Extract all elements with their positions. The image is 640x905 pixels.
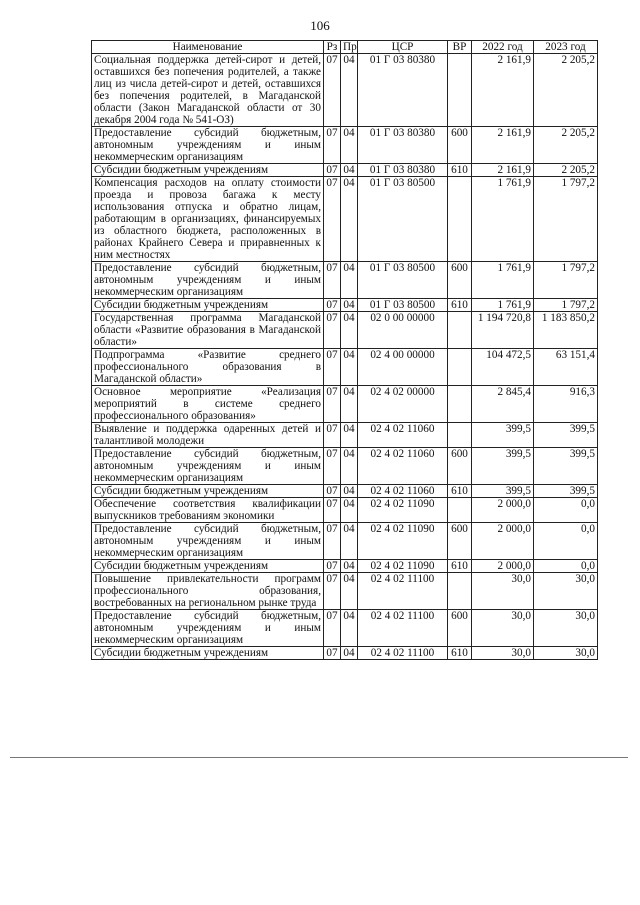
- cell-vr: [448, 498, 472, 523]
- table-row: [92, 485, 598, 498]
- cell-rz: 07: [324, 164, 341, 177]
- cell-2022: 1 761,9: [472, 262, 534, 299]
- cell-rz: 07: [324, 448, 341, 485]
- cell-name: Предоставление субсидий бюджетным, автономным учреждениям и иным некоммерческим организациям: [92, 523, 324, 560]
- cell-2023: 63 151,4: [534, 349, 598, 386]
- cell-rz: 07: [324, 647, 341, 660]
- cell-2022: 2 161,9: [472, 164, 534, 177]
- cell-name: Компенсация расходов на оплату стоимости проезда и провоза багажа к месту использования отпуска и обратно лицам, работающим в организациях, финансируемых из областного бюджета, расположенных в районах Крайнего Севера и приравненных к ним местностях: [92, 177, 324, 262]
- cell-2023: 1 797,2: [534, 177, 598, 262]
- cell-csr: 02 4 02 00000: [358, 386, 448, 423]
- cell-2023: 399,5: [534, 448, 598, 485]
- cell-2023: 30,0: [534, 610, 598, 647]
- table-row: [92, 127, 598, 164]
- cell-csr: 01 Г 03 80500: [358, 262, 448, 299]
- cell-name: Предоставление субсидий бюджетным, автономным учреждениям и иным некоммерческим организациям: [92, 448, 324, 485]
- cell-pr: 04: [341, 177, 358, 262]
- cell-vr: [448, 423, 472, 448]
- cell-csr: 01 Г 03 80380: [358, 164, 448, 177]
- cell-rz: 07: [324, 127, 341, 164]
- table-row: [92, 177, 598, 262]
- cell-2022: 2 000,0: [472, 523, 534, 560]
- cell-2022: 399,5: [472, 423, 534, 448]
- cell-rz: 07: [324, 573, 341, 610]
- table-row: [92, 349, 598, 386]
- table-header-row: [92, 41, 598, 54]
- cell-pr: 04: [341, 349, 358, 386]
- cell-csr: 02 4 00 00000: [358, 349, 448, 386]
- cell-2022: 2 161,9: [472, 127, 534, 164]
- cell-vr: 600: [448, 127, 472, 164]
- header-2023: 2023 год: [534, 41, 598, 54]
- cell-name: Обеспечение соответствия квалификации выпускников требованиям экономики: [92, 498, 324, 523]
- cell-rz: 07: [324, 312, 341, 349]
- header-name: Наименование: [92, 41, 324, 54]
- cell-pr: 04: [341, 262, 358, 299]
- cell-vr: 600: [448, 523, 472, 560]
- cell-vr: 600: [448, 262, 472, 299]
- cell-2023: 399,5: [534, 423, 598, 448]
- table-row: [92, 299, 598, 312]
- cell-vr: 610: [448, 485, 472, 498]
- cell-2023: 1 797,2: [534, 262, 598, 299]
- table-row: [92, 523, 598, 560]
- cell-vr: 600: [448, 610, 472, 647]
- cell-csr: 02 0 00 00000: [358, 312, 448, 349]
- cell-rz: 07: [324, 262, 341, 299]
- cell-2023: 2 205,2: [534, 127, 598, 164]
- table-row: [92, 164, 598, 177]
- header-vr: ВР: [448, 41, 472, 54]
- cell-csr: 02 4 02 11090: [358, 523, 448, 560]
- cell-vr: [448, 386, 472, 423]
- cell-csr: 02 4 02 11090: [358, 560, 448, 573]
- cell-2023: 1 183 850,2: [534, 312, 598, 349]
- cell-rz: 07: [324, 498, 341, 523]
- table-row: [92, 54, 598, 127]
- cell-name: Основное мероприятие «Реализация мероприятий в системе среднего профессионального образования»: [92, 386, 324, 423]
- page-bottom-rule: [10, 757, 628, 758]
- cell-2022: 2 000,0: [472, 560, 534, 573]
- cell-csr: 02 4 02 11090: [358, 498, 448, 523]
- table-row: [92, 448, 598, 485]
- cell-rz: 07: [324, 386, 341, 423]
- cell-2022: 2 161,9: [472, 54, 534, 127]
- cell-pr: 04: [341, 312, 358, 349]
- cell-2023: 30,0: [534, 573, 598, 610]
- cell-name: Предоставление субсидий бюджетным, автономным учреждениям и иным некоммерческим организациям: [92, 262, 324, 299]
- cell-2023: 1 797,2: [534, 299, 598, 312]
- cell-csr: 01 Г 03 80500: [358, 177, 448, 262]
- cell-2022: 104 472,5: [472, 349, 534, 386]
- table-row: [92, 423, 598, 448]
- cell-rz: 07: [324, 560, 341, 573]
- cell-vr: [448, 177, 472, 262]
- cell-csr: 01 Г 03 80500: [358, 299, 448, 312]
- cell-pr: 04: [341, 610, 358, 647]
- table-row: [92, 560, 598, 573]
- cell-pr: 04: [341, 560, 358, 573]
- cell-pr: 04: [341, 423, 358, 448]
- cell-name: Социальная поддержка детей-сирот и детей, оставшихся без попечения родителей, а также лиц из числа детей-сирот и детей, оставшихся без попечения родителей, в Магаданской области (Закон Магаданской области от 30 декабря 2004 года № 541-ОЗ): [92, 54, 324, 127]
- cell-vr: [448, 312, 472, 349]
- header-2022: 2022 год: [472, 41, 534, 54]
- cell-name: Субсидии бюджетным учреждениям: [92, 299, 324, 312]
- cell-2023: 2 205,2: [534, 54, 598, 127]
- cell-pr: 04: [341, 386, 358, 423]
- cell-pr: 04: [341, 647, 358, 660]
- cell-vr: 610: [448, 647, 472, 660]
- cell-vr: [448, 573, 472, 610]
- cell-name: Повышение привлекательности программ профессионального образования, востребованных на региональном рынке труда: [92, 573, 324, 610]
- cell-name: Государственная программа Магаданской области «Развитие образования в Магаданской области»: [92, 312, 324, 349]
- cell-vr: [448, 349, 472, 386]
- cell-name: Субсидии бюджетным учреждениям: [92, 164, 324, 177]
- cell-pr: 04: [341, 573, 358, 610]
- cell-2022: 30,0: [472, 573, 534, 610]
- cell-csr: 02 4 02 11100: [358, 610, 448, 647]
- cell-csr: 02 4 02 11060: [358, 485, 448, 498]
- cell-vr: 610: [448, 164, 472, 177]
- cell-2023: 0,0: [534, 523, 598, 560]
- cell-2023: 0,0: [534, 498, 598, 523]
- cell-2023: 0,0: [534, 560, 598, 573]
- cell-csr: 02 4 02 11060: [358, 448, 448, 485]
- budget-table: [91, 40, 598, 660]
- cell-name: Подпрограмма «Развитие среднего профессионального образования в Магаданской области»: [92, 349, 324, 386]
- table-row: [92, 262, 598, 299]
- cell-pr: 04: [341, 54, 358, 127]
- header-pr: Пр: [341, 41, 358, 54]
- cell-csr: 02 4 02 11100: [358, 573, 448, 610]
- cell-rz: 07: [324, 523, 341, 560]
- cell-name: Субсидии бюджетным учреждениям: [92, 560, 324, 573]
- table-row: [92, 610, 598, 647]
- cell-rz: 07: [324, 177, 341, 262]
- cell-pr: 04: [341, 299, 358, 312]
- cell-rz: 07: [324, 485, 341, 498]
- cell-vr: 610: [448, 299, 472, 312]
- cell-csr: 01 Г 03 80380: [358, 127, 448, 164]
- table-body: [92, 54, 598, 660]
- header-rz: Рз: [324, 41, 341, 54]
- cell-vr: 610: [448, 560, 472, 573]
- cell-2023: 916,3: [534, 386, 598, 423]
- cell-rz: 07: [324, 299, 341, 312]
- cell-2022: 399,5: [472, 448, 534, 485]
- page-number: 106: [310, 18, 330, 33]
- cell-vr: 600: [448, 448, 472, 485]
- cell-2022: 2 845,4: [472, 386, 534, 423]
- cell-pr: 04: [341, 127, 358, 164]
- table-row: [92, 312, 598, 349]
- cell-2022: 1 194 720,8: [472, 312, 534, 349]
- cell-2022: 399,5: [472, 485, 534, 498]
- cell-2022: 30,0: [472, 610, 534, 647]
- table-row: [92, 386, 598, 423]
- cell-name: Субсидии бюджетным учреждениям: [92, 485, 324, 498]
- cell-2022: 2 000,0: [472, 498, 534, 523]
- cell-pr: 04: [341, 448, 358, 485]
- cell-rz: 07: [324, 610, 341, 647]
- cell-vr: [448, 54, 472, 127]
- cell-csr: 02 4 02 11100: [358, 647, 448, 660]
- cell-pr: 04: [341, 523, 358, 560]
- cell-pr: 04: [341, 485, 358, 498]
- cell-name: Выявление и поддержка одаренных детей и талантливой молодежи: [92, 423, 324, 448]
- cell-csr: 02 4 02 11060: [358, 423, 448, 448]
- cell-2023: 30,0: [534, 647, 598, 660]
- table-row: [92, 498, 598, 523]
- cell-rz: 07: [324, 423, 341, 448]
- cell-name: Субсидии бюджетным учреждениям: [92, 647, 324, 660]
- cell-2023: 2 205,2: [534, 164, 598, 177]
- cell-pr: 04: [341, 498, 358, 523]
- cell-name: Предоставление субсидий бюджетным, автономным учреждениям и иным некоммерческим организациям: [92, 610, 324, 647]
- cell-2022: 30,0: [472, 647, 534, 660]
- cell-2022: 1 761,9: [472, 177, 534, 262]
- cell-name: Предоставление субсидий бюджетным, автономным учреждениям и иным некоммерческим организациям: [92, 127, 324, 164]
- cell-pr: 04: [341, 164, 358, 177]
- cell-rz: 07: [324, 349, 341, 386]
- cell-2022: 1 761,9: [472, 299, 534, 312]
- header-csr: ЦСР: [358, 41, 448, 54]
- table-row: [92, 573, 598, 610]
- cell-2023: 399,5: [534, 485, 598, 498]
- cell-rz: 07: [324, 54, 341, 127]
- table-row: [92, 647, 598, 660]
- cell-csr: 01 Г 03 80380: [358, 54, 448, 127]
